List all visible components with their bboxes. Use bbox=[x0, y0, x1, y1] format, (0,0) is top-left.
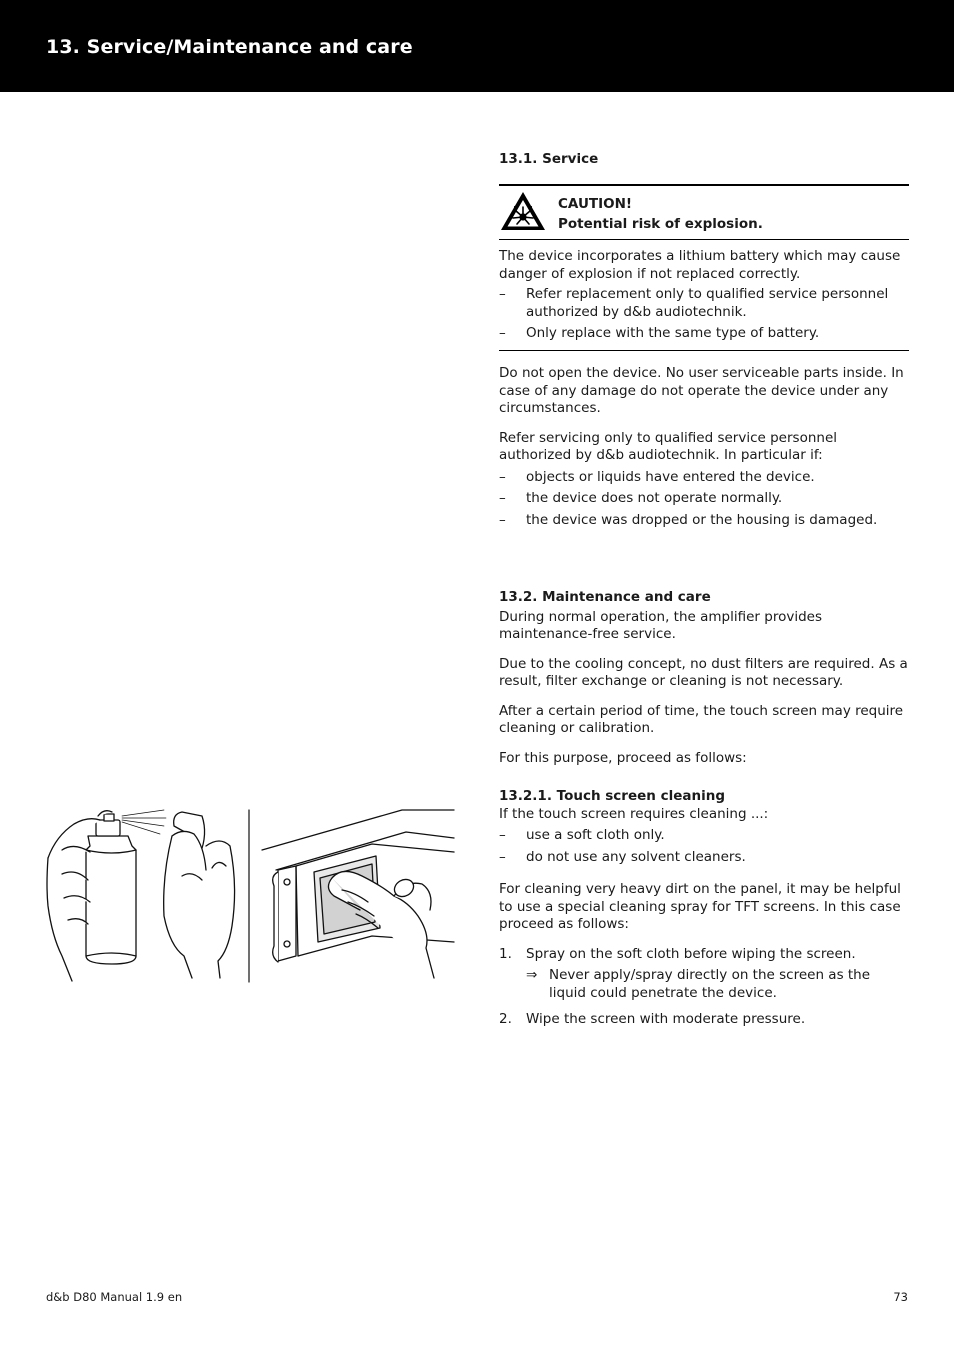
warning-item: – Only replace with the same type of battery. bbox=[499, 325, 909, 343]
caution-top-rule bbox=[499, 184, 909, 186]
cleaning-item: – do not use any solvent cleaners. bbox=[499, 849, 909, 867]
footer-page-number: 73 bbox=[893, 1290, 908, 1304]
device-panel-icon bbox=[262, 810, 454, 978]
warning-item: – Refer replacement only to qualified service personnel authorized by d&b audiotechnik. bbox=[499, 286, 909, 321]
cleaning-section bbox=[499, 788, 909, 1029]
caution-mid-rule bbox=[499, 239, 909, 240]
result-arrow-icon: ⇒ bbox=[526, 967, 538, 983]
service-heading: 13.1. Service bbox=[499, 151, 599, 167]
spray-can-icon bbox=[47, 811, 136, 981]
result-text: Never apply/spray directly on the screen as the liquid could penetrate the device. bbox=[549, 967, 871, 1001]
maintenance-para-2: Due to the cooling concept, no dust filters are required. As a result, filter exchange or cleaning is not necessary. bbox=[499, 655, 908, 689]
service-para-2: Refer servicing only to qualified service personnel authorized by d&b audiotechnik. In particular if: bbox=[499, 429, 837, 463]
cloth-hand-icon bbox=[164, 812, 235, 978]
step-number: 2. bbox=[499, 1011, 512, 1027]
cleaning-item: – use a soft cloth only. bbox=[499, 827, 909, 845]
condition-item: – objects or liquids have entered the device. bbox=[499, 469, 909, 487]
step-text: Wipe the screen with moderate pressure. bbox=[526, 1011, 806, 1027]
maintenance-para-1: During normal operation, the amplifier provides maintenance-free service. bbox=[499, 608, 822, 642]
step-text: Spray on the soft cloth before wiping the screen. bbox=[526, 945, 856, 962]
maintenance-heading: 13.2. Maintenance and care bbox=[499, 589, 711, 605]
footer-manual-title: d&b D80 Manual 1.9 en bbox=[46, 1290, 183, 1304]
page-title: 13. Service/Maintenance and care bbox=[46, 36, 413, 58]
warning-block bbox=[499, 248, 909, 343]
cleaning-para: For cleaning very heavy dirt on the panel, it may be helpful to use a special cleaning spray for TFT screens. In this case proceed as follows: bbox=[499, 881, 901, 932]
service-para-1: Do not open the device. No user serviceable parts inside. In case of any damage do not operate the device under any circumstances. bbox=[499, 365, 904, 416]
cleaning-intro: If the touch screen requires cleaning ...: bbox=[499, 805, 769, 822]
cleaning-step-1-result bbox=[499, 967, 909, 1002]
caution-bottom-rule bbox=[499, 350, 909, 351]
step-number: 1. bbox=[499, 945, 512, 962]
caution-label: CAUTION! bbox=[558, 196, 633, 212]
explosion-warning-icon bbox=[499, 190, 547, 232]
cleaning-heading: 13.2.1. Touch screen cleaning bbox=[499, 788, 725, 804]
maintenance-para-4: For this purpose, proceed as follows: bbox=[499, 749, 747, 766]
cleaning-illustration bbox=[42, 806, 458, 986]
page-header bbox=[0, 0, 954, 92]
cleaning-step-1 bbox=[499, 946, 909, 964]
maintenance-para-3: After a certain period of time, the touch screen may require cleaning or calibration. bbox=[499, 702, 904, 736]
cleaning-step-2 bbox=[499, 1011, 909, 1029]
condition-item: – the device was dropped or the housing is damaged. bbox=[499, 512, 909, 530]
warning-text: The device incorporates a lithium battery which may cause danger of explosion if not replaced correctly. bbox=[499, 248, 901, 282]
caution-message: Potential risk of explosion. bbox=[558, 216, 763, 232]
service-body bbox=[499, 365, 909, 529]
condition-item: – the device does not operate normally. bbox=[499, 490, 909, 508]
caution-box bbox=[558, 194, 763, 234]
maintenance-section bbox=[499, 589, 909, 767]
